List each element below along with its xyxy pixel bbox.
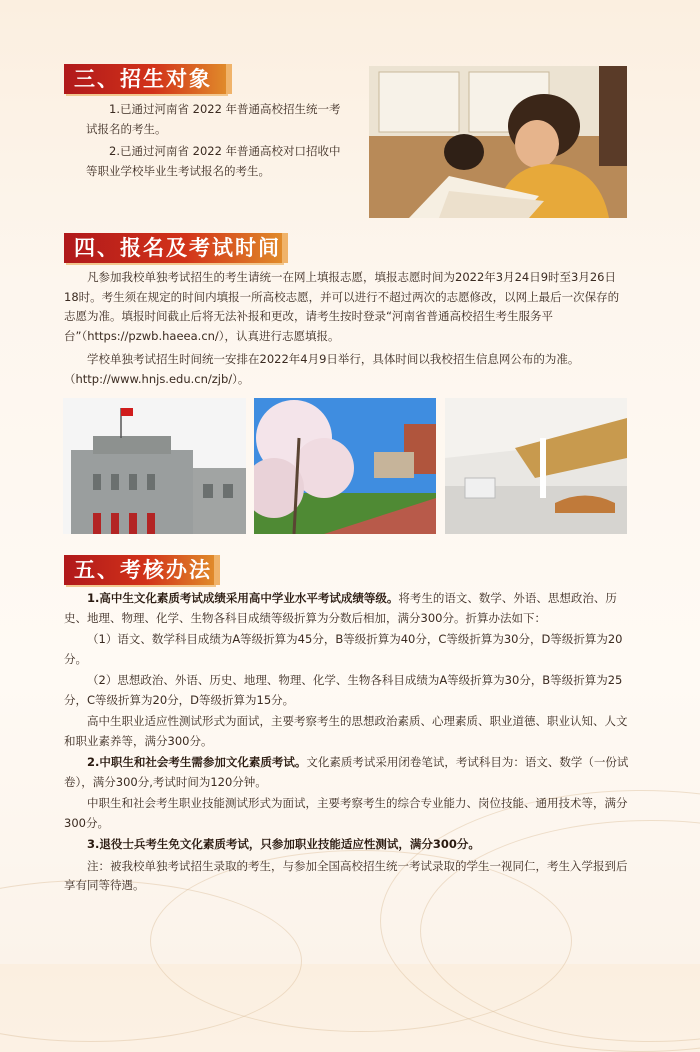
section-4-paragraph-1: 凡参加我校单独考试招生的考生请统一在网上填报志愿，填报志愿时间为2022年3月24日9时至3月26日18时。考生须在规定的时间内填报一所高校志愿，并可以进行不超过两次的志愿修改，以网上最后一次保存的志愿为准。填报时间截止后将无法补报和更改，请考生按时登录“河南省普通高校招生考生服务平台”（https://pzwb.haeea.cn/），认真进行志愿填报。	[64, 270, 620, 343]
section-5-paragraph-7	[64, 835, 631, 855]
section-5-rule-2-text: 文化素质考试采用闭卷笔试，考试科目为：语文、数学（一份试卷），满分300分,考试时间为120分钟。	[64, 755, 629, 789]
student-reading-photo	[369, 66, 627, 218]
section-5-paragraph-4: 高中生职业适应性测试形式为面试，主要考察考生的思想政治素质、心理素质、职业道德、职业认知、人文和职业素养等，满分300分。	[64, 714, 628, 748]
section-3-item-2: 2.已通过河南省 2022 年普通高校对口招收中等职业学校毕业生考试报名的考生。	[86, 144, 341, 178]
section-5-note: 注：被我校单独考试招生录取的考生，与参加全国高校招生统一考试录取的学生一视同仁，考生入学报到后享有同等待遇。	[64, 858, 628, 892]
section-5-header: 五、考核办法	[64, 555, 214, 585]
campus-cherry-blossom-photo	[254, 398, 436, 534]
section-5-rule-2-heading: 2.中职生和社会考生需参加文化素质考试。	[87, 755, 307, 769]
section-3-body	[86, 100, 348, 181]
section-4-body	[64, 268, 629, 389]
section-5-paragraph-3: （2）思想政治、外语、历史、地理、物理、化学、生物各科目成绩为A等级折算为30分，B等级折算为25分，C等级折算为20分，D等级折算为15分。	[64, 673, 623, 707]
section-5-rule-1-heading: 1.高中生文化素质考试成绩采用高中学业水平考试成绩等级。	[87, 591, 399, 605]
campus-building-photo	[63, 398, 246, 534]
campus-library-interior-photo	[445, 398, 627, 534]
section-5-paragraph-2: （1）语文、数学科目成绩为A等级折算为45分，B等级折算为40分，C等级折算为30分，D等级折算为20分。	[64, 632, 623, 666]
section-5-body	[64, 589, 631, 896]
section-3-header: 三、招生对象	[64, 64, 226, 94]
section-5-paragraph-5	[64, 753, 631, 792]
section-4-paragraph-2: 学校单独考试招生时间统一安排在2022年4月9日举行，具体时间以我校招生信息网公布的为准。（http://www.hnjs.edu.cn/zjb/）。	[64, 352, 580, 386]
section-3-item-1: 1.已通过河南省 2022 年普通高校招生统一考试报名的考生。	[86, 102, 341, 136]
section-5-paragraph-1	[64, 589, 631, 628]
section-4-header: 四、报名及考试时间	[64, 233, 282, 263]
section-5-paragraph-6: 中职生和社会考生职业技能测试形式为面试，主要考察考生的综合专业能力、岗位技能、通用技术等，满分300分。	[64, 796, 628, 830]
section-5-rule-1-text: 将考生的语文、数学、外语、思想政治、历史、地理、物理、化学、生物各科目成绩等级折算为分数后相加，满分300分。折算办法如下：	[64, 591, 617, 625]
section-5-rule-3-heading: 3.退役士兵考生免文化素质考试，只参加职业技能适应性测试，满分300分。	[87, 837, 480, 851]
